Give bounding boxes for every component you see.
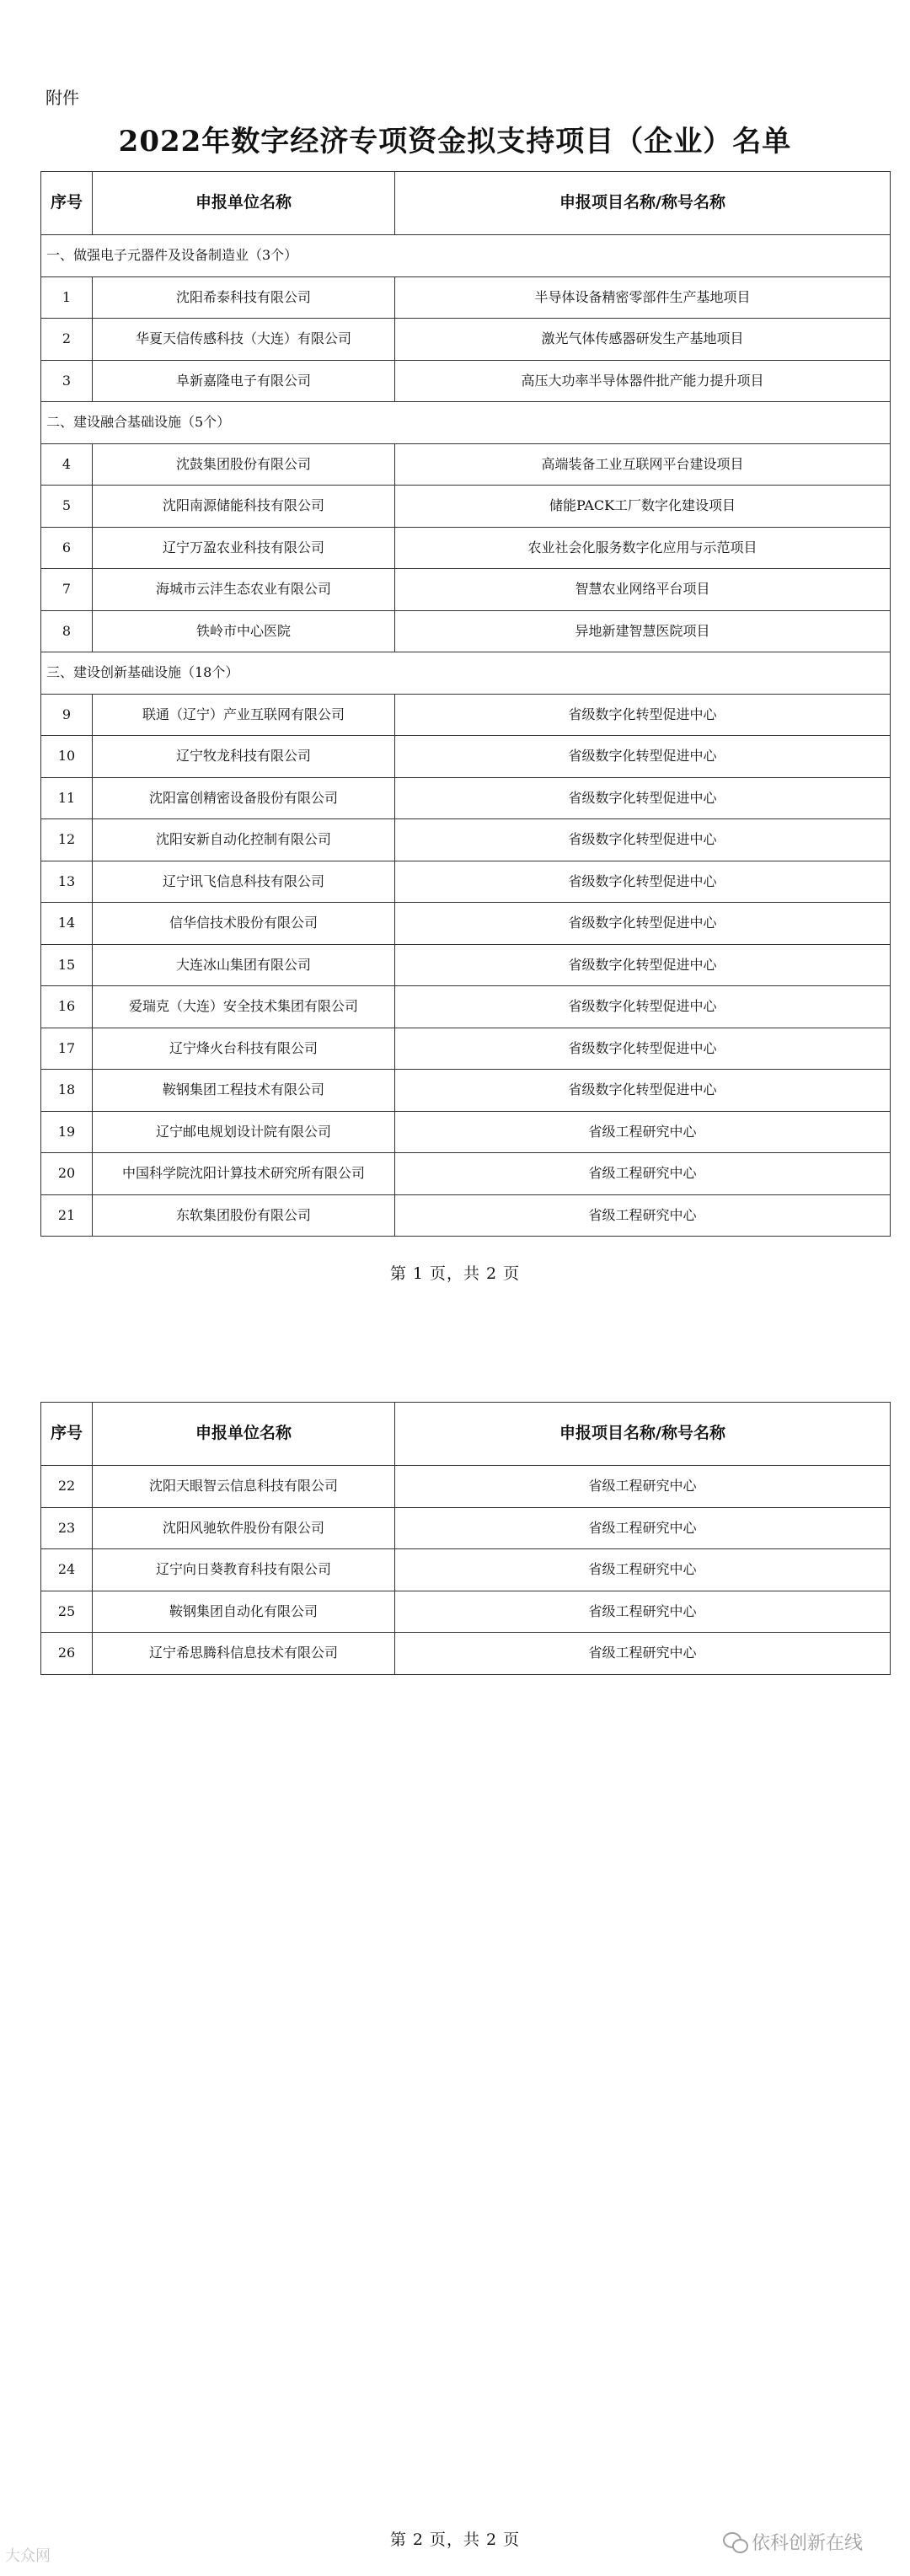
- section-heading: 一、做强电子元器件及设备制造业（3个）: [41, 235, 891, 277]
- cell-project-name: 智慧农业网络平台项目: [395, 569, 891, 611]
- table-row: [41, 1549, 891, 1591]
- table-row: [41, 819, 891, 861]
- table-row: [41, 486, 891, 528]
- table-row: [41, 569, 891, 611]
- table-body-page-1: [41, 235, 891, 1237]
- project-table-page-2: [40, 1402, 891, 1675]
- project-table-page-1: [40, 171, 891, 1237]
- cell-unit-name: 东软集团股份有限公司: [93, 1194, 395, 1237]
- page-footer-1: 第 1 页，共 2 页: [389, 1264, 521, 1283]
- header-project-name: 申报项目名称/称号名称: [395, 172, 891, 235]
- cell-unit-name: 联通（辽宁）产业互联网有限公司: [93, 694, 395, 736]
- cell-project-name: 省级工程研究中心: [395, 1111, 891, 1153]
- cell-unit-name: 辽宁牧龙科技有限公司: [93, 736, 395, 778]
- cell-project-name: 高压大功率半导体器件批产能力提升项目: [395, 360, 891, 402]
- cell-project-name: 省级工程研究中心: [395, 1507, 891, 1549]
- cell-project-name: 农业社会化服务数字化应用与示范项目: [395, 527, 891, 569]
- cell-serial-number: 4: [41, 443, 93, 486]
- cell-serial-number: 10: [41, 736, 93, 778]
- cell-serial-number: 14: [41, 903, 93, 945]
- table-row: [41, 1466, 891, 1508]
- table-row: [41, 861, 891, 903]
- cell-serial-number: 7: [41, 569, 93, 611]
- header-serial-number: 序号: [41, 1403, 93, 1466]
- cell-serial-number: 11: [41, 777, 93, 819]
- cell-serial-number: 20: [41, 1153, 93, 1195]
- cell-unit-name: 沈阳风驰软件股份有限公司: [93, 1507, 395, 1549]
- cell-unit-name: 沈阳安新自动化控制有限公司: [93, 819, 395, 861]
- cell-unit-name: 沈阳希泰科技有限公司: [93, 276, 395, 319]
- cell-serial-number: 17: [41, 1028, 93, 1070]
- header-serial-number: 序号: [41, 172, 93, 235]
- table-row: [41, 360, 891, 402]
- page-footer-2: 第 2 页，共 2 页: [389, 2530, 521, 2549]
- section-heading: 二、建设融合基础设施（5个）: [41, 402, 891, 444]
- cell-unit-name: 鞍钢集团自动化有限公司: [93, 1591, 395, 1633]
- cell-project-name: 储能PACK工厂数字化建设项目: [395, 486, 891, 528]
- table-row: [41, 1111, 891, 1153]
- cell-serial-number: 19: [41, 1111, 93, 1153]
- cell-serial-number: 16: [41, 986, 93, 1028]
- section-row: [41, 402, 891, 444]
- cell-project-name: 半导体设备精密零部件生产基地项目: [395, 276, 891, 319]
- cell-unit-name: 辽宁希思腾科信息技术有限公司: [93, 1633, 395, 1675]
- cell-unit-name: 华夏天信传感科技（大连）有限公司: [93, 319, 395, 361]
- cell-unit-name: 沈阳富创精密设备股份有限公司: [93, 777, 395, 819]
- cell-serial-number: 25: [41, 1591, 93, 1633]
- cell-project-name: 省级数字化转型促进中心: [395, 1028, 891, 1070]
- cell-unit-name: 沈鼓集团股份有限公司: [93, 443, 395, 486]
- cell-unit-name: 辽宁向日葵教育科技有限公司: [93, 1549, 395, 1591]
- cell-unit-name: 沈阳天眼智云信息科技有限公司: [93, 1466, 395, 1508]
- header-unit-name: 申报单位名称: [93, 1403, 395, 1466]
- cell-unit-name: 阜新嘉隆电子有限公司: [93, 360, 395, 402]
- header-unit-name: 申报单位名称: [93, 172, 395, 235]
- cell-project-name: 省级工程研究中心: [395, 1633, 891, 1675]
- cell-serial-number: 5: [41, 486, 93, 528]
- cell-project-name: 省级数字化转型促进中心: [395, 861, 891, 903]
- document-title: 2022年数字经济专项资金拟支持项目（企业）名单: [118, 125, 792, 158]
- cell-serial-number: 1: [41, 276, 93, 319]
- cell-unit-name: 鞍钢集团工程技术有限公司: [93, 1070, 395, 1112]
- cell-unit-name: 辽宁万盈农业科技有限公司: [93, 527, 395, 569]
- header-project-name: 申报项目名称/称号名称: [395, 1403, 891, 1466]
- attachment-label: 附件: [46, 88, 79, 108]
- cell-project-name: 省级数字化转型促进中心: [395, 903, 891, 945]
- table-row: [41, 443, 891, 486]
- cell-serial-number: 9: [41, 694, 93, 736]
- table-body-page-2: [41, 1466, 891, 1675]
- table-row: [41, 1633, 891, 1675]
- cell-serial-number: 23: [41, 1507, 93, 1549]
- table-row: [41, 527, 891, 569]
- table-row: [41, 1194, 891, 1237]
- cell-unit-name: 辽宁邮电规划设计院有限公司: [93, 1111, 395, 1153]
- cell-project-name: 省级工程研究中心: [395, 1549, 891, 1591]
- section-row: [41, 652, 891, 695]
- cell-project-name: 省级工程研究中心: [395, 1466, 891, 1508]
- watermark-left: 大众网: [5, 2547, 51, 2565]
- cell-serial-number: 2: [41, 319, 93, 361]
- cell-unit-name: 中国科学院沈阳计算技术研究所有限公司: [93, 1153, 395, 1195]
- table-header-row: [41, 1403, 891, 1466]
- watermark-right-text: 依科创新在线: [752, 2533, 864, 2554]
- table-row: [41, 319, 891, 361]
- table-row: [41, 1507, 891, 1549]
- cell-project-name: 省级数字化转型促进中心: [395, 986, 891, 1028]
- table-row: [41, 276, 891, 319]
- cell-unit-name: 沈阳南源储能科技有限公司: [93, 486, 395, 528]
- cell-serial-number: 13: [41, 861, 93, 903]
- cell-unit-name: 爱瑞克（大连）安全技术集团有限公司: [93, 986, 395, 1028]
- cell-unit-name: 信华信技术股份有限公司: [93, 903, 395, 945]
- table-row: [41, 1070, 891, 1112]
- table-row: [41, 1591, 891, 1633]
- table-row: [41, 694, 891, 736]
- table-row: [41, 777, 891, 819]
- cell-project-name: 省级工程研究中心: [395, 1153, 891, 1195]
- table-row: [41, 903, 891, 945]
- cell-project-name: 激光气体传感器研发生产基地项目: [395, 319, 891, 361]
- cell-serial-number: 6: [41, 527, 93, 569]
- cell-project-name: 省级工程研究中心: [395, 1194, 891, 1237]
- wechat-icon: [723, 2532, 747, 2552]
- table-row: [41, 610, 891, 652]
- cell-serial-number: 3: [41, 360, 93, 402]
- cell-project-name: 省级数字化转型促进中心: [395, 819, 891, 861]
- table-row: [41, 736, 891, 778]
- cell-unit-name: 大连冰山集团有限公司: [93, 944, 395, 986]
- table-row: [41, 1028, 891, 1070]
- cell-unit-name: 海城市云沣生态农业有限公司: [93, 569, 395, 611]
- cell-project-name: 省级数字化转型促进中心: [395, 1070, 891, 1112]
- cell-unit-name: 辽宁讯飞信息科技有限公司: [93, 861, 395, 903]
- cell-project-name: 省级数字化转型促进中心: [395, 944, 891, 986]
- table-row: [41, 1153, 891, 1195]
- table-row: [41, 944, 891, 986]
- cell-project-name: 省级数字化转型促进中心: [395, 777, 891, 819]
- watermark-right: [723, 2529, 863, 2555]
- cell-unit-name: 辽宁烽火台科技有限公司: [93, 1028, 395, 1070]
- cell-project-name: 高端装备工业互联网平台建设项目: [395, 443, 891, 486]
- cell-project-name: 省级数字化转型促进中心: [395, 694, 891, 736]
- section-row: [41, 235, 891, 277]
- cell-project-name: 异地新建智慧医院项目: [395, 610, 891, 652]
- cell-project-name: 省级工程研究中心: [395, 1591, 891, 1633]
- cell-serial-number: 15: [41, 944, 93, 986]
- cell-serial-number: 21: [41, 1194, 93, 1237]
- cell-serial-number: 12: [41, 819, 93, 861]
- table-row: [41, 986, 891, 1028]
- cell-serial-number: 24: [41, 1549, 93, 1591]
- cell-unit-name: 铁岭市中心医院: [93, 610, 395, 652]
- table-header-row: [41, 172, 891, 235]
- section-heading: 三、建设创新基础设施（18个）: [41, 652, 891, 695]
- cell-serial-number: 26: [41, 1633, 93, 1675]
- cell-serial-number: 22: [41, 1466, 93, 1508]
- cell-serial-number: 18: [41, 1070, 93, 1112]
- cell-serial-number: 8: [41, 610, 93, 652]
- cell-project-name: 省级数字化转型促进中心: [395, 736, 891, 778]
